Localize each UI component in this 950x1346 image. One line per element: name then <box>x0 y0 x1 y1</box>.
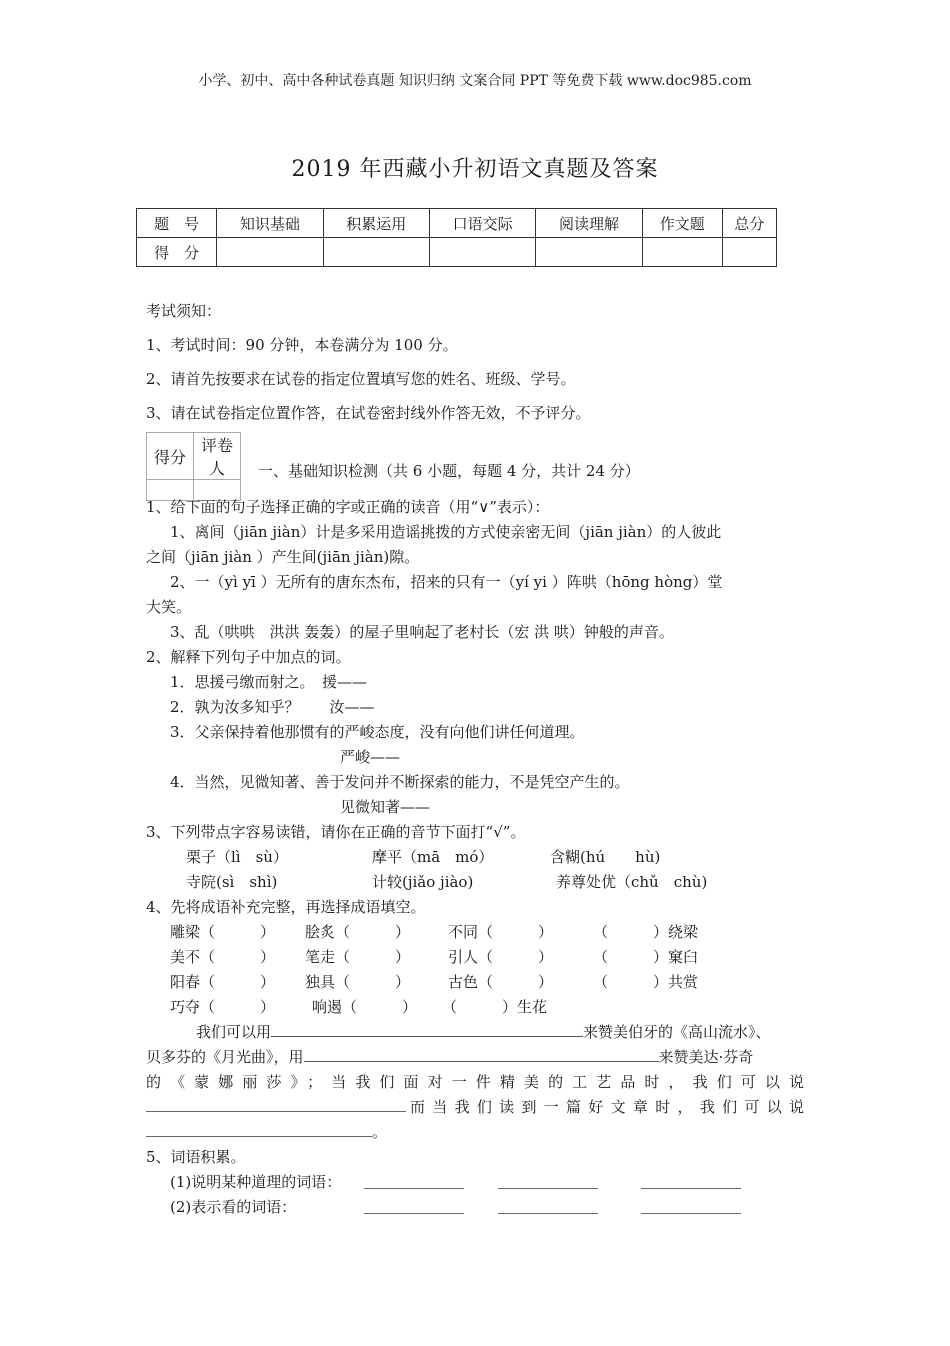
grader-box <box>146 432 241 501</box>
score-cell-knowledge: 知识基础 <box>217 209 323 238</box>
q2-stem: 2、解释下列句子中加点的词。 <box>146 648 351 666</box>
q5-stem: 5、词语积累。 <box>146 1148 246 1166</box>
fill-text: 的《蒙娜丽莎》；当我们面对一件精美的工艺品时，我们可以说 <box>146 1073 804 1091</box>
page-title: 2019 年西藏小升初语文真题及答案 <box>291 157 659 182</box>
idiom-item[interactable]: （ ）共赏 <box>593 973 699 991</box>
idiom-item[interactable]: 笔走（ ） <box>305 948 411 966</box>
idiom-item[interactable]: 巧夺（ ） <box>170 998 276 1016</box>
score-table-score-row <box>137 238 777 267</box>
fill-text: 。 <box>372 1123 388 1141</box>
q1-line: 3、乱（哄哄 洪洪 轰轰）的屋子里响起了老村长（宏 洪 哄）钟般的声音。 <box>170 623 674 641</box>
fill-blank[interactable] <box>146 1136 372 1137</box>
q2-line: 3．父亲保持着他那惯有的严峻态度，没有向他们讲任何道理。 <box>170 723 585 741</box>
score-table-header-row <box>137 209 777 238</box>
idiom-item[interactable]: 独具（ ） <box>305 973 411 991</box>
instruction-item: 3、请在试卷指定位置作答，在试卷密封线外作答无效，不予评分。 <box>146 404 591 422</box>
score-cell-label: 题 号 <box>137 209 217 238</box>
idiom-item[interactable]: （ ）绕梁 <box>593 923 699 941</box>
q1-line: 大笑。 <box>146 598 192 616</box>
q3-item: 摩平（mā mó） <box>372 848 494 866</box>
idiom-item[interactable]: 不同（ ） <box>448 923 554 941</box>
score-input-cell[interactable] <box>429 238 535 267</box>
instructions-heading: 考试须知： <box>146 302 222 320</box>
q5-line: (2)表示看的词语： <box>170 1198 297 1216</box>
instruction-item: 2、请首先按要求在试卷的指定位置填写您的姓名、班级、学号。 <box>146 370 576 388</box>
word-blank[interactable] <box>641 1188 741 1189</box>
grader-name-label: 评卷人 <box>194 433 241 480</box>
score-cell-essay: 作文题 <box>642 209 722 238</box>
q3-item: 寺院(sì shì) <box>186 873 278 891</box>
q2-answer-label: 见微知著—— <box>340 798 431 816</box>
score-cell-total: 总分 <box>722 209 776 238</box>
idiom-item[interactable]: 古色（ ） <box>448 973 554 991</box>
fill-blank[interactable] <box>146 1111 406 1112</box>
score-cell-accumulation: 积累运用 <box>323 209 429 238</box>
fill-text <box>196 1021 771 1042</box>
fill-text: 而当我们读到一篇好文章时，我们可以说 <box>410 1098 804 1116</box>
idiom-item[interactable]: 引人（ ） <box>448 948 554 966</box>
idiom-item[interactable]: （ ）生花 <box>442 998 548 1016</box>
q1-line: 之间（jiān jiàn ）产生间(jiān jiàn)隙。 <box>146 548 420 566</box>
q2-line: 2．孰为汝多知乎？ 汝—— <box>170 698 375 716</box>
q3-item: 含糊(hú hù) <box>550 848 661 866</box>
score-input-cell[interactable] <box>217 238 323 267</box>
idiom-item[interactable]: 响遏（ ） <box>312 998 418 1016</box>
word-blank[interactable] <box>641 1213 741 1214</box>
score-input-cell[interactable] <box>323 238 429 267</box>
grader-score-label: 得分 <box>147 433 194 480</box>
fill-blank[interactable] <box>304 1046 659 1062</box>
word-blank[interactable] <box>498 1213 598 1214</box>
q3-item: 养尊处优（chǔ chù) <box>556 873 708 891</box>
q3-item: 计较(jiǎo jiào) <box>372 873 474 891</box>
q5-line: (1)说明某种道理的词语： <box>170 1173 342 1191</box>
score-cell-reading: 阅读理解 <box>536 209 642 238</box>
section-title: 一、基础知识检测（共 6 小题，每题 4 分，共计 24 分） <box>258 462 640 480</box>
fill-text-part: 来赞美伯牙的《高山流水》、 <box>583 1023 771 1041</box>
idiom-item[interactable]: 美不（ ） <box>170 948 276 966</box>
instruction-item: 1、考试时间：90 分钟，本卷满分为 100 分。 <box>146 336 458 354</box>
fill-text-part: 来赞美达·芬奇 <box>658 1048 754 1066</box>
q3-stem: 3、下列带点字容易读错，请你在正确的音节下面打“√”。 <box>146 823 526 841</box>
score-input-cell[interactable] <box>536 238 642 267</box>
q2-line: 4．当然，见微知著、善于发问并不断探索的能力，不是凭空产生的。 <box>170 773 630 791</box>
score-input-cell[interactable] <box>722 238 776 267</box>
idiom-item[interactable]: （ ）窠臼 <box>593 948 699 966</box>
score-row-label: 得 分 <box>137 238 217 267</box>
q1-line: 2、一（yì yī ）无所有的唐东杰布，招来的只有一（yí yi ）阵哄（hōng hòng）堂 <box>170 573 723 591</box>
score-table <box>136 208 777 267</box>
score-cell-oral: 口语交际 <box>429 209 535 238</box>
score-input-cell[interactable] <box>642 238 722 267</box>
q4-stem: 4、先将成语补充完整，再选择成语填空。 <box>146 898 426 916</box>
q1-line: 1、离间（jiān jiàn）计是多采用造谣挑拨的方式使亲密无间（jiān jiàn）的人彼此 <box>170 523 722 541</box>
word-blank[interactable] <box>364 1188 464 1189</box>
fill-text-part: 我们可以用 <box>196 1023 272 1041</box>
q1-stem: 1、给下面的句子选择正确的字或正确的读音（用“∨”表示）： <box>146 498 550 516</box>
fill-text-part: 贝多芬的《月光曲》，用 <box>146 1048 304 1066</box>
fill-blank[interactable] <box>271 1021 583 1037</box>
idiom-item[interactable]: 阳春（ ） <box>170 973 276 991</box>
word-blank[interactable] <box>364 1213 464 1214</box>
site-banner: 小学、初中、高中各种试卷真题 知识归纳 文案合同 PPT 等免费下载 www.doc985.com <box>198 73 752 89</box>
q2-line: 1．思援弓缴而射之。 援—— <box>170 673 368 691</box>
fill-text <box>146 1046 753 1067</box>
idiom-item[interactable]: 脍炙（ ） <box>305 923 411 941</box>
q2-answer-label: 严峻—— <box>340 748 401 766</box>
word-blank[interactable] <box>498 1188 598 1189</box>
idiom-item[interactable]: 雕梁（ ） <box>170 923 276 941</box>
q3-item: 栗子（lì sù） <box>186 848 288 866</box>
